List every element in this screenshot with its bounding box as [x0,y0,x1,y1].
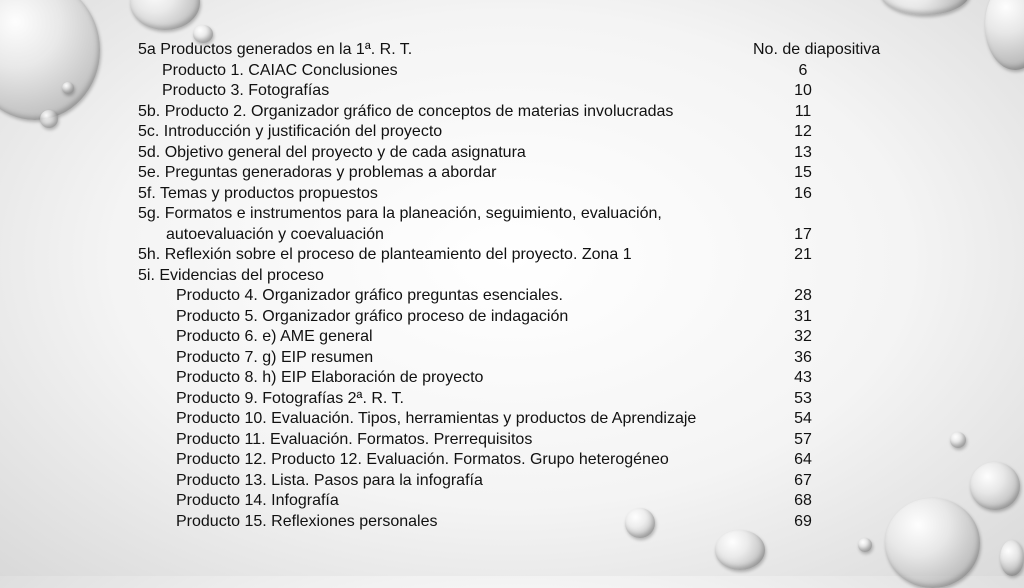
toc-entry-text: Producto 13. Lista. Pasos para la infografía [176,471,483,489]
toc-entry-page: 12 [794,123,812,140]
toc-entry-page: 68 [794,492,812,509]
water-drop-decoration [858,538,872,552]
toc-row [138,61,898,82]
toc-entry-text: Producto 8. h) EIP Elaboración de proyecto [176,369,484,386]
toc-entry-page: 28 [794,287,812,304]
water-drop-decoration [970,462,1020,510]
toc-entry-page: 36 [794,348,812,366]
toc-entry-text: 5c. Introducción y justificación del proyecto [138,123,443,140]
toc-row [138,286,898,307]
toc-entry-page: 6 [798,61,808,79]
toc-entry-text: 5d. Objetivo general del proyecto y de cada asignatura [138,143,526,161]
toc-entry-page: 53 [794,389,812,407]
toc-entry-page: 43 [794,369,812,386]
toc-entry-page: 69 [794,512,812,530]
toc-entry-text: 5i. Evidencias del proceso [138,266,324,284]
toc-row [138,225,898,246]
toc-row [138,81,898,102]
toc-entry-text: Producto 5. Organizador gráfico proceso de indagación [176,307,569,325]
toc-entry-text: Producto 7. g) EIP resumen [176,348,374,366]
toc-entry-text: 5b. Producto 2. Organizador gráfico de conceptos de materias involucradas [138,102,674,120]
toc-row [138,409,898,430]
toc-entry-text: Producto 12. Producto 12. Evaluación. Formatos. Grupo heterogéneo [176,451,669,468]
toc-row [138,491,898,512]
slide-number-header: No. de diapositiva [753,41,881,58]
toc-entry-text: 5h. Reflexión sobre el proceso de planteamiento del proyecto. Zona 1 [138,246,632,263]
toc-entry-page: 54 [794,410,812,427]
toc-row [138,471,898,492]
toc-entry-page: 13 [794,143,812,161]
toc-header-row [138,40,898,61]
toc-entry-page: 67 [794,471,812,489]
water-drop-decoration [985,0,1024,70]
toc-row [138,430,898,451]
toc-row [138,266,898,287]
toc-row [138,307,898,328]
toc-row [138,245,898,266]
toc-entry-text: 5e. Preguntas generadoras y problemas a abordar [138,164,497,181]
water-drop-decoration [950,432,966,448]
toc-row [138,368,898,389]
toc-entry-text: Producto 1. CAIAC Conclusiones [162,61,398,79]
toc-entry-page: 21 [794,246,812,263]
toc-entry-text: Producto 6. e) AME general [176,328,373,345]
water-drop-decoration [880,0,970,15]
toc-entry-page: 16 [794,184,812,202]
toc-entry-page: 31 [794,307,812,325]
table-of-contents [138,40,898,532]
toc-entry-page: 10 [794,82,812,99]
toc-row [138,327,898,348]
water-drop-decoration [130,0,200,30]
toc-row [138,450,898,471]
water-drop-decoration [40,110,58,128]
toc-entry-text: 5f. Temas y productos propuestos [138,184,378,202]
toc-entry-page: 15 [794,164,812,181]
toc-entry-text: Producto 11. Evaluación. Formatos. Prerrequisitos [176,430,533,448]
toc-entry-page: 17 [794,225,812,243]
water-drop-decoration [885,498,980,588]
toc-entry-page: 57 [794,430,812,448]
toc-entry-page: 32 [794,328,812,345]
water-drop-decoration [1000,540,1024,576]
toc-entry-page: 11 [794,102,812,120]
toc-row [138,122,898,143]
toc-row [138,204,898,225]
toc-entry-text: Producto 14. Infografía [176,492,339,509]
toc-entry-text: autoevaluación y coevaluación [166,225,384,243]
toc-entry-text: Producto 10. Evaluación. Tipos, herramientas y productos de Aprendizaje [176,410,697,427]
toc-section-title: 5a Productos generados en la 1ª. R. T. [138,41,413,58]
toc-row [138,348,898,369]
water-drop-decoration [0,0,100,120]
toc-row [138,163,898,184]
toc-entry-text: Producto 3. Fotografías [162,82,330,99]
toc-entry-text: Producto 9. Fotografías 2ª. R. T. [176,389,404,407]
toc-entry-text: Producto 4. Organizador gráfico preguntas esenciales. [176,287,563,304]
toc-entry-page: 64 [794,451,812,468]
toc-row [138,143,898,164]
toc-row [138,184,898,205]
water-drop-decoration [715,530,765,570]
toc-entry-text: 5g. Formatos e instrumentos para la planeación, seguimiento, evaluación, [138,205,662,222]
toc-row [138,512,898,533]
toc-entry-text: Producto 15. Reflexiones personales [176,512,438,530]
water-drop-decoration [62,82,74,94]
toc-row [138,389,898,410]
toc-row [138,102,898,123]
